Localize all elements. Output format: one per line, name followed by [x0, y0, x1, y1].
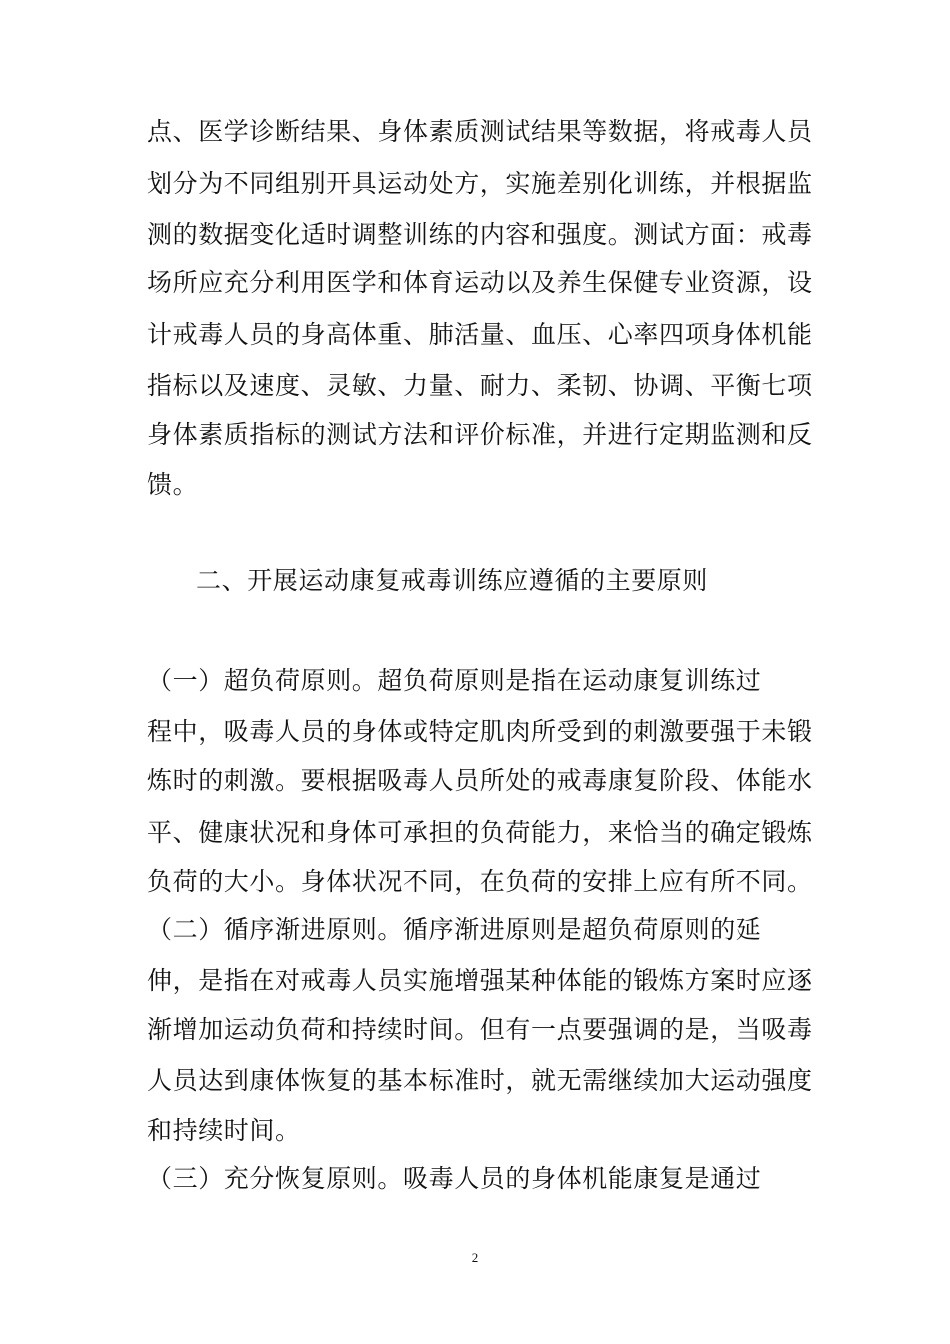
paragraph-line: 馈。 [147, 470, 199, 499]
paragraph-line: 负荷的大小。身体状况不同，在负荷的安排上应有所不同。 [147, 867, 813, 896]
paragraph-line: （二）循序渐进原则。循序渐进原则是超负荷原则的延 [147, 915, 762, 944]
paragraph-line: 人员达到康体恢复的基本标准时，就无需继续加大运动强度 [147, 1066, 813, 1095]
paragraph-line: 和持续时间。 [147, 1116, 301, 1145]
paragraph-line: 程中，吸毒人员的身体或特定肌肉所受到的刺激要强于未锻 [147, 717, 813, 746]
page-number: 2 [471, 1250, 479, 1265]
paragraph-line: 场所应充分利用医学和体育运动以及养生保健专业资源，设 [147, 268, 813, 297]
paragraph-line: 测的数据变化适时调整训练的内容和强度。测试方面：戒毒 [147, 220, 813, 249]
paragraph-line: 伸，是指在对戒毒人员实施增强某种体能的锻炼方案时应逐 [147, 966, 813, 995]
paragraph-line: 计戒毒人员的身高体重、肺活量、血压、心率四项身体机能 [147, 320, 813, 349]
section-heading: 二、开展运动康复戒毒训练应遵循的主要原则 [196, 566, 709, 595]
paragraph-line: 炼时的刺激。要根据吸毒人员所处的戒毒康复阶段、体能水 [147, 766, 813, 795]
paragraph-line: 平、健康状况和身体可承担的负荷能力，来恰当的确定锻炼 [147, 818, 813, 847]
paragraph-line: （三）充分恢复原则。吸毒人员的身体机能康复是通过 [147, 1164, 762, 1193]
paragraph-line: （一）超负荷原则。超负荷原则是指在运动康复训练过 [147, 666, 762, 695]
paragraph-line: 渐增加运动负荷和持续时间。但有一点要强调的是，当吸毒 [147, 1015, 813, 1044]
paragraph-line: 指标以及速度、灵敏、力量、耐力、柔韧、协调、平衡七项 [147, 371, 813, 400]
paragraph-line: 点、医学诊断结果、身体素质测试结果等数据，将戒毒人员 [147, 117, 813, 146]
paragraph-line: 身体素质指标的测试方法和评价标准，并进行定期监测和反 [147, 420, 813, 449]
paragraph-line: 划分为不同组别开具运动处方，实施差别化训练，并根据监 [147, 169, 813, 198]
